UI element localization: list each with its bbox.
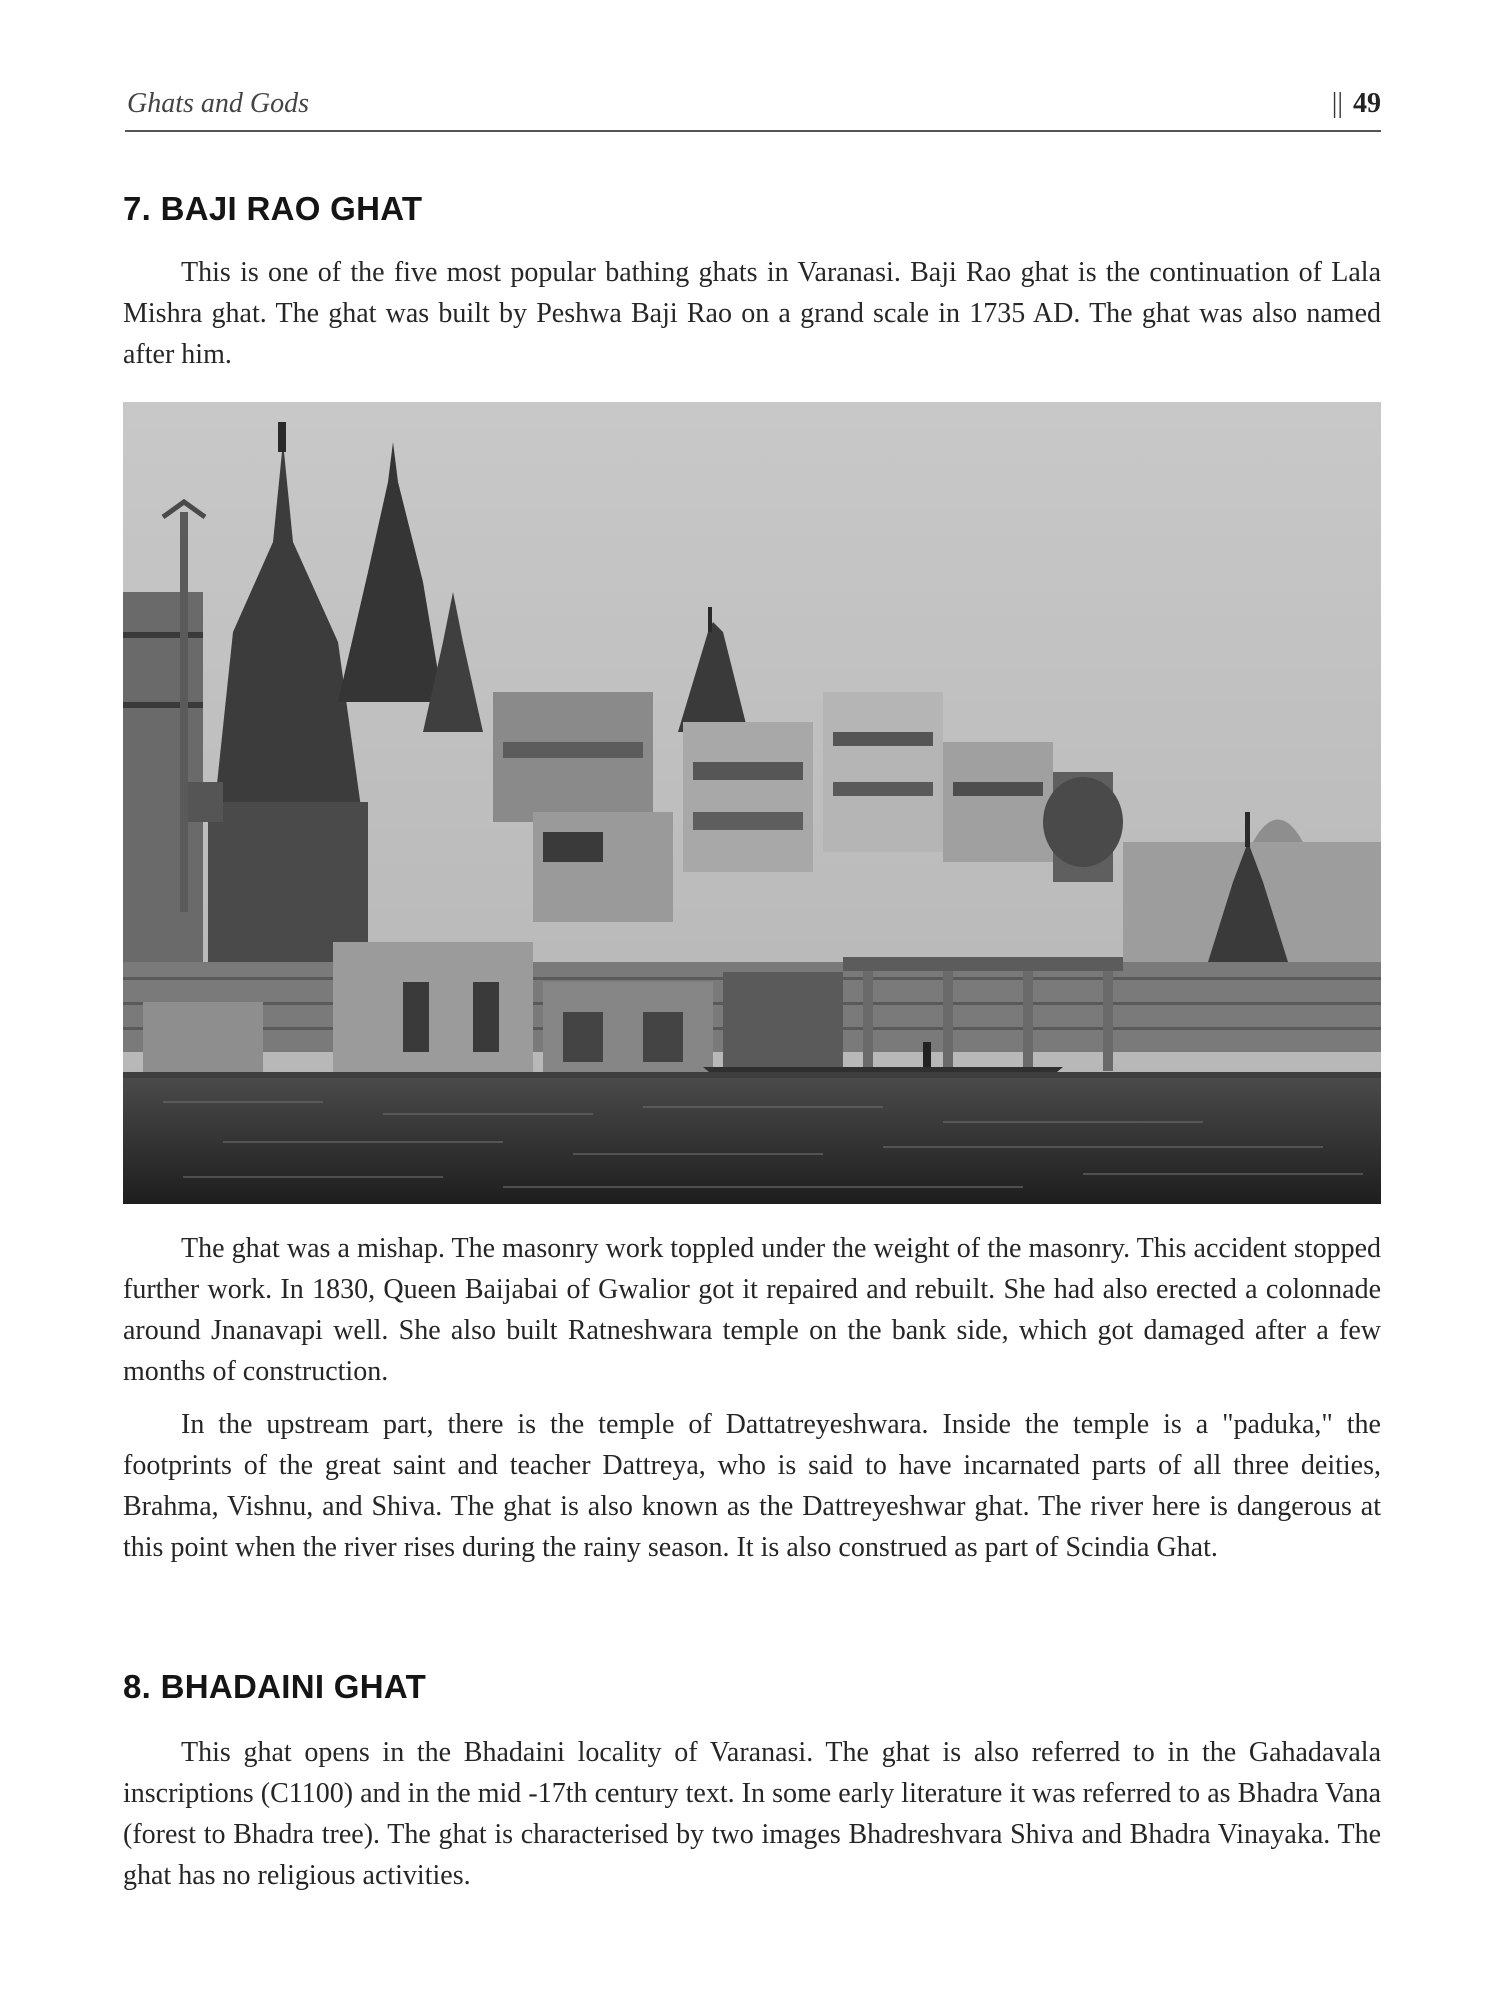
section-heading-bhadaini-ghat: 8. BHADAINI GHAT xyxy=(123,1668,427,1705)
paragraph-bhadaini-intro: This ghat opens in the Bhadaini locality of Varanasi. The ghat is also referred to in the Gahadavala inscriptions (C1100) and in the mid -17th century text. In some early literature it was referred to as Bhadra Vana (forest to Bhadra tree). The ghat is characterised by two images Bhadreshvara Shiva and Bhadra Vinayaka. The ghat has no religious activities. xyxy=(123,1737,1381,1891)
running-header xyxy=(125,84,1381,132)
paragraph-baji-rao-intro: This is one of the five most popular bathing ghats in Varanasi. Baji Rao ghat is the continuation of Lala Mishra ghat. The ghat was built by Peshwa Baji Rao on a grand scale in 1735 AD. The ghat was also named after him. xyxy=(123,257,1381,370)
book-title: Ghats and Gods xyxy=(127,88,310,119)
paragraph-dattatreyeshwara: In the upstream part, there is the temple of Dattatreyeshwara. Inside the temple is a "paduka," the footprints of the great saint and teacher Dattreya, who is said to have incarnated parts of all three deities, Brahma, Vishnu, and Shiva. The ghat is also known as the Dattreyeshwar ghat. The river here is dangerous at this point when the river rises during the rainy season. It is also construed as part of Scindia Ghat. xyxy=(123,1409,1381,1563)
paragraph-baji-rao-history: The ghat was a mishap. The masonry work toppled under the weight of the masonry. This accident stopped further work. In 1830, Queen Baijabai of Gwalior got it repaired and rebuilt. She had also erected a colonnade around Jnanavapi well. She also built Ratneshwara temple on the bank side, which got damaged after a few months of construction. xyxy=(123,1233,1381,1387)
ghat-photograph xyxy=(123,402,1381,1204)
page-number: 49 xyxy=(1353,88,1381,119)
page-number-block xyxy=(1332,88,1381,120)
section-heading-baji-rao-ghat: 7. BAJI RAO GHAT xyxy=(123,190,423,227)
header-separator: || xyxy=(1331,88,1343,119)
